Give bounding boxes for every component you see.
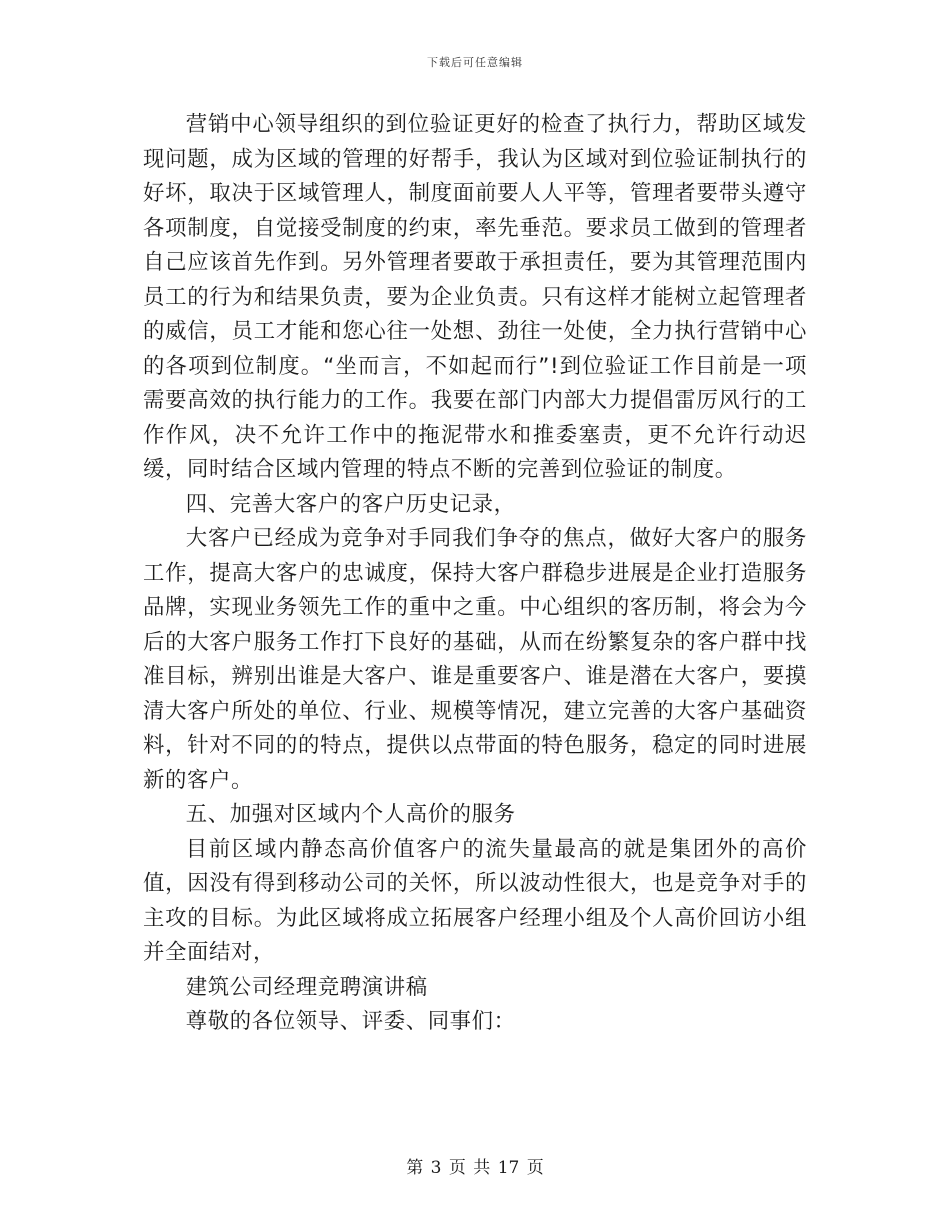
paragraph-high-value: 目前区域内静态高价值客户的流失量最高的就是集团外的高价值，因没有得到移动公司的关怀，所以波动性很大，也是竞争对手的主攻的目标。为此区域将成立拓展客户经理小组及个人高价回访小组并全面结对，: [143, 836, 807, 965]
section-heading-five: 五、加强对区域内个人高价的服务: [185, 802, 516, 827]
document-body: [143, 108, 807, 1040]
page-number: 第 3 页 共 17 页: [406, 1158, 544, 1178]
speech-title: 建筑公司经理竞聘演讲稿: [185, 974, 428, 1000]
speech-salutation: 尊敬的各位领导、评委、同事们：: [185, 1009, 516, 1034]
paragraph-verification: 营销中心领导组织的到位验证更好的检查了执行力，帮助区域发现问题，成为区域的管理的好帮手，我认为区域对到位验证制执行的好坏，取决于区域管理人，制度面前要人人平等，管理者要带头遵守各项制度，自觉接受制度的约束，率先垂范。要求员工做到的管理者自己应该首先作到。另外管理者要敢于承担责任，要为其管理范围内员工的行为和结果负责，要为企业负责。只有这样才能树立起管理者的威信，员工才能和您心往一处想、劲往一处使，全力执行营销中心的各项到位制度。“坐而言，不如起而行”!到位验证工作目前是一项需要高效的执行能力的工作。我要在部门内部大力提倡雷厉风行的工作作风，决不允许工作中的拖泥带水和推委塞责，更不允许行动迟缓，同时结合区域内管理的特点不断的完善到位验证的制度。: [143, 112, 807, 482]
section-heading-four: 四、完善大客户的客户历史记录，: [185, 491, 516, 517]
page-header-note: 下载后可任意编辑: [427, 56, 523, 69]
paragraph-major-clients: 大客户已经成为竞争对手同我们争夺的焦点，做好大客户的服务工作，提高大客户的忠诚度，保持大客户群稳步进展是企业打造服务品牌，实现业务领先工作的重中之重。中心组织的客历制，将会为今后的大客户服务工作打下良好的基础，从而在纷繁复杂的客户群中找准目标，辨别出谁是大客户、谁是重要客户、谁是潜在大客户，要摸清大客户所处的单位、行业、规模等情况，建立完善的大客户基础资料，针对不同的的特点，提供以点带面的特色服务，稳定的同时进展新的客户。: [143, 526, 807, 793]
